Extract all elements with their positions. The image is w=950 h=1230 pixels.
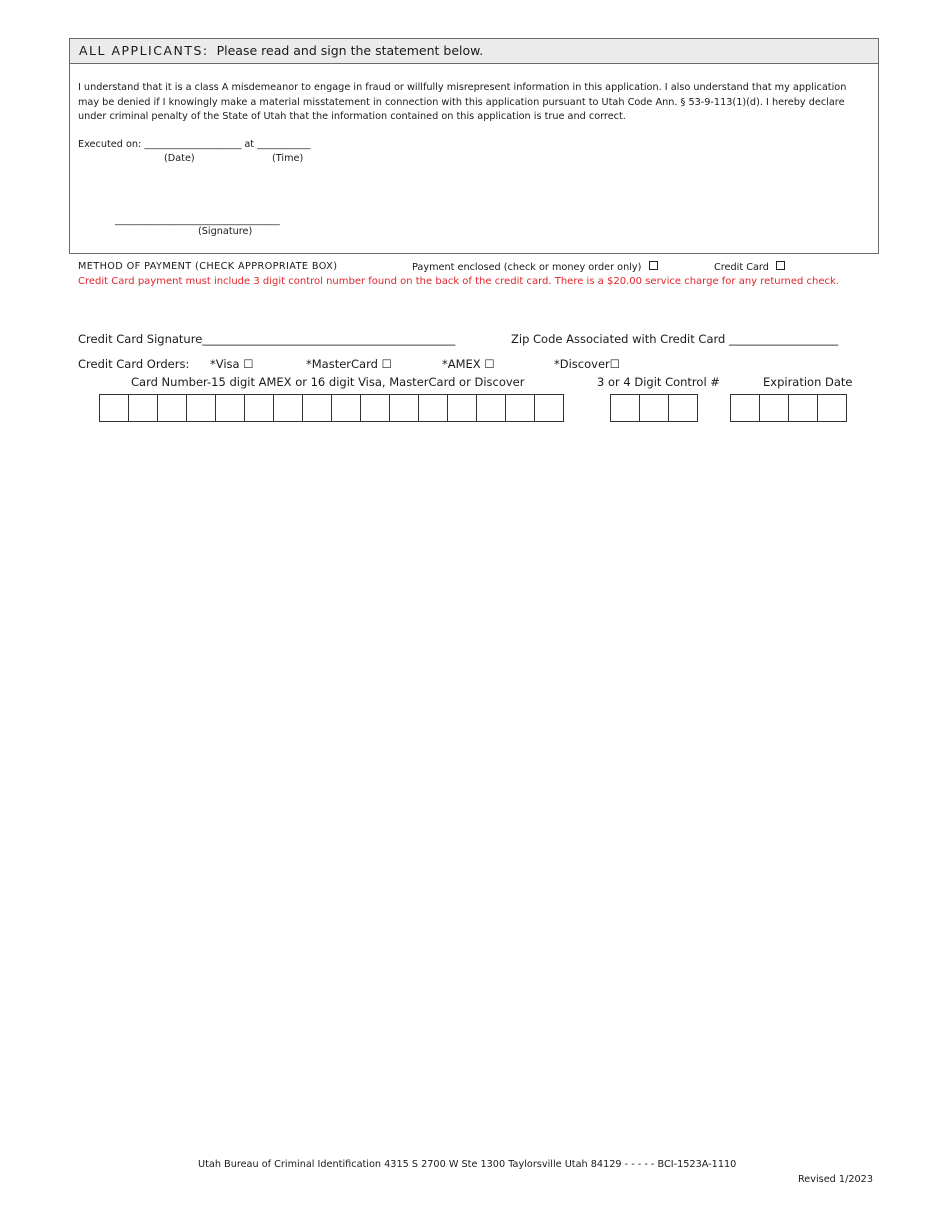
discover-option[interactable]: *Discover☐ xyxy=(554,357,621,371)
control-digit-box[interactable] xyxy=(639,394,669,422)
card-number-digit-box[interactable] xyxy=(505,394,535,422)
header-caps-label: ALL APPLICANTS: xyxy=(79,43,209,58)
card-number-digit-box[interactable] xyxy=(331,394,361,422)
time-field[interactable]: ___________ xyxy=(257,139,311,150)
expiration-digit-box[interactable] xyxy=(730,394,760,422)
card-number-digit-box[interactable] xyxy=(128,394,158,422)
card-number-digit-box[interactable] xyxy=(273,394,303,422)
payment-method-label: METHOD OF PAYMENT (CHECK APPROPRIATE BOX) xyxy=(78,261,338,272)
mastercard-option[interactable]: *MasterCard ☐ xyxy=(306,357,392,371)
card-number-digit-box[interactable] xyxy=(534,394,564,422)
payment-enclosed-label: Payment enclosed (check or money order only) xyxy=(412,262,642,273)
cc-signature-field[interactable]: ____________________________________________ xyxy=(202,332,456,346)
payment-enclosed-option xyxy=(412,261,658,273)
control-digit-box[interactable] xyxy=(610,394,640,422)
credit-card-label: Credit Card xyxy=(714,262,769,273)
card-number-digit-box[interactable] xyxy=(476,394,506,422)
signature-field[interactable]: __________________________________ xyxy=(115,215,280,226)
card-number-boxes xyxy=(99,394,564,422)
credit-card-notice: Credit Card payment must include 3 digit control number found on the back of the credit card. There is a $20.00 service charge for any returned check. xyxy=(78,276,839,287)
credit-card-option xyxy=(714,261,785,273)
card-number-digit-box[interactable] xyxy=(99,394,129,422)
payment-enclosed-checkbox[interactable] xyxy=(649,261,658,270)
signature-caption: (Signature) xyxy=(198,226,253,237)
expiration-digit-box[interactable] xyxy=(759,394,789,422)
zip-field[interactable]: ___________________ xyxy=(728,332,839,346)
visa-option[interactable]: *Visa ☐ xyxy=(210,357,254,371)
expiration-date-label: Expiration Date xyxy=(763,375,853,389)
date-field[interactable]: ____________________ xyxy=(144,139,242,150)
expiration-digit-box[interactable] xyxy=(788,394,818,422)
card-orders-label: Credit Card Orders: xyxy=(78,357,190,371)
executed-on-line xyxy=(78,139,311,150)
at-label: at xyxy=(244,139,255,150)
card-number-digit-box[interactable] xyxy=(418,394,448,422)
executed-on-label: Executed on: xyxy=(78,139,142,150)
control-digit-box[interactable] xyxy=(668,394,698,422)
amex-option[interactable]: *AMEX ☐ xyxy=(442,357,495,371)
revised-date: Revised 1/2023 xyxy=(798,1174,873,1185)
expiration-date-boxes xyxy=(730,394,847,422)
credit-card-checkbox[interactable] xyxy=(776,261,785,270)
statement-box-header xyxy=(70,39,878,64)
card-number-digit-box[interactable] xyxy=(360,394,390,422)
header-instruction: Please read and sign the statement below. xyxy=(216,43,484,58)
card-number-label: Card Number-15 digit AMEX or 16 digit Visa, MasterCard or Discover xyxy=(131,375,525,389)
zip-line xyxy=(511,332,838,346)
expiration-digit-box[interactable] xyxy=(817,394,847,422)
card-number-digit-box[interactable] xyxy=(215,394,245,422)
card-number-digit-box[interactable] xyxy=(157,394,187,422)
footer-address: Utah Bureau of Criminal Identification 4315 S 2700 W Ste 1300 Taylorsville Utah 84129 - - - - - BCI-1523A-1110 xyxy=(198,1159,737,1170)
card-number-digit-box[interactable] xyxy=(389,394,419,422)
cc-signature-line xyxy=(78,332,455,346)
control-number-label: 3 or 4 Digit Control # xyxy=(597,375,720,389)
card-number-digit-box[interactable] xyxy=(186,394,216,422)
statement-text: I understand that it is a class A misdemeanor to engage in fraud or willfully misrepresent information in this application. I also understand that my application may be denied if I knowingly make a material misstatement in connection with this application pursuant to Utah Code Ann. § 53-9-113(1)(d). I hereby declare under criminal penalty of the State of Utah that the information contained on this application is true and correct. xyxy=(78,82,847,122)
cc-signature-label: Credit Card Signature xyxy=(78,332,203,346)
card-number-digit-box[interactable] xyxy=(302,394,332,422)
control-number-boxes xyxy=(610,394,698,422)
zip-label: Zip Code Associated with Credit Card xyxy=(511,332,726,346)
card-number-digit-box[interactable] xyxy=(244,394,274,422)
time-caption: (Time) xyxy=(272,153,304,164)
date-caption: (Date) xyxy=(164,153,195,164)
card-number-digit-box[interactable] xyxy=(447,394,477,422)
